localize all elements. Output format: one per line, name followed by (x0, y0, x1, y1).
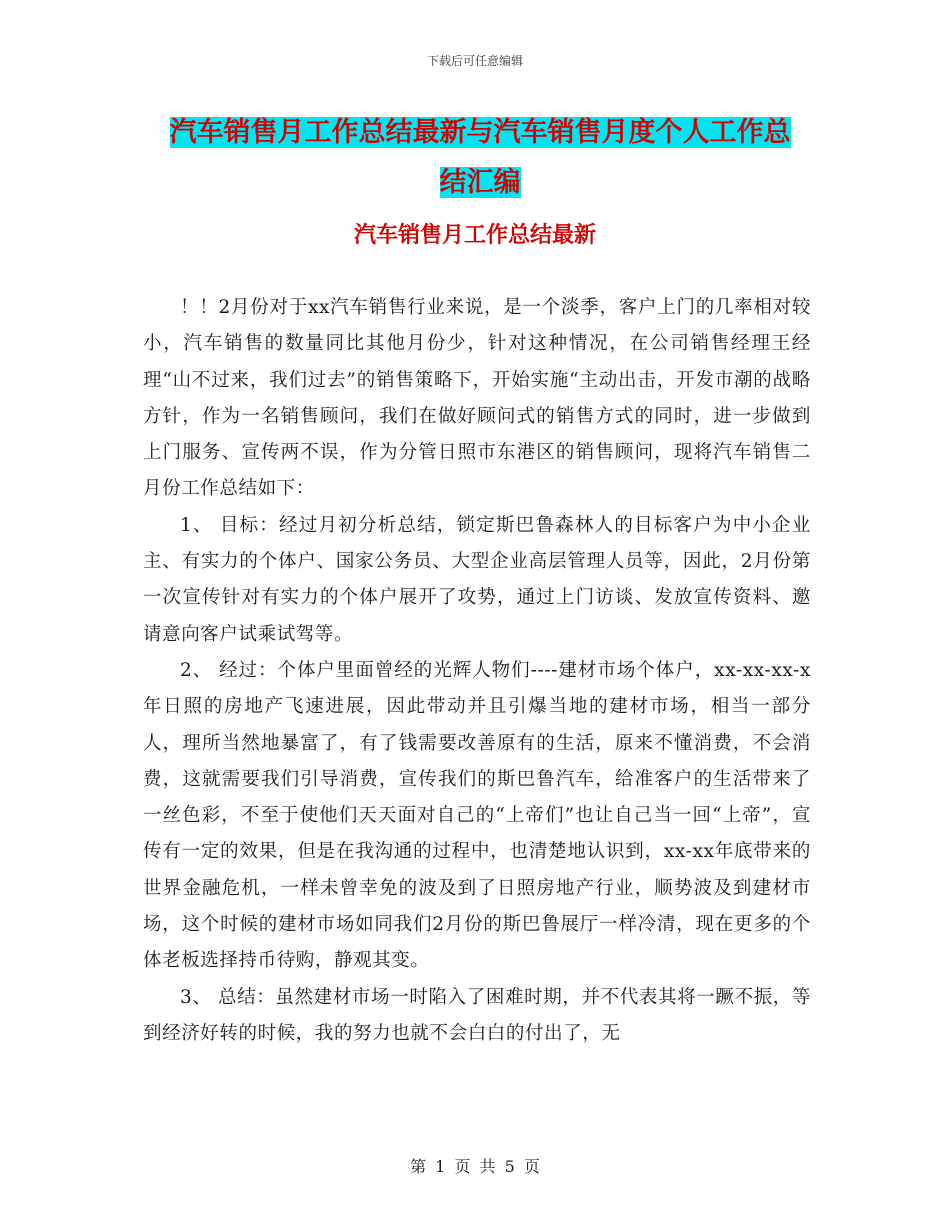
paragraph-summary: 3、 总结：虽然建材市场一时陷入了困难时期，并不代表其将一蹶不振，等到经济好转的时候，我的努力也就不会白白的付出了，无 (143, 986, 811, 1044)
document-title-line-2: 结汇编 (439, 167, 521, 198)
page-footer: 第 1 页 共 5 页 (410, 1157, 540, 1176)
section-title: 汽车销售月工作总结最新 (353, 223, 596, 248)
paragraph-process: 2、 经过：个体户里面曾经的光辉人物们----建材市场个体户，xx-xx-xx-x年日照的房地产飞速进展，因此带动并且引爆当地的建材市场，相当一部分人，理所当然地暴富了，有了钱需要改善原有的生活，原来不懂消费，不会消费，这就需要我们引导消费，宣传我们的斯巴鲁汽车，给准客户的生活带来了一丝色彩，不至于使他们天天面对自己的“上帝们”也让自己当一回“上帝”，宣传有一定的效果，但是在我沟通的过程中，也清楚地认识到，xx-xx年底带来的世界金融危机，一样未曾幸免的波及到了日照房地产行业，顺势波及到建材市场，这个时候的建材市场如同我们2月份的斯巴鲁展厅一样冷清，现在更多的个体老板选择持币待购，静观其变。 (143, 659, 811, 972)
paragraph-goal: 1、 目标：经过月初分析总结，锁定斯巴鲁森林人的目标客户为中小企业主、有实力的个体户、国家公务员、大型企业高层管理人员等，因此，2月份第一次宣传针对有实力的个体户展开了攻势，通过上门访谈、发放宣传资料、邀请意向客户试乘试驾等。 (143, 514, 811, 645)
paragraph-intro: ！！2月份对于xx汽车销售行业来说，是一个淡季，客户上门的几率相对较小，汽车销售的数量同比其他月份少，针对这种情况，在公司销售经理王经理“山不过来，我们过去”的销售策略下，开始实施“主动出击，开发市潮的战略方针，作为一名销售顾问，我们在做好顾问式的销售方式的同时，进一步做到上门服务、宣传两不误，作为分管日照市东港区的销售顾问，现将汽车销售二月份工作总结如下： (143, 297, 811, 500)
document-title (150, 108, 810, 208)
header-note: 下载后可任意编辑 (426, 54, 523, 68)
body-text (143, 290, 811, 1052)
document-title-line-1: 汽车销售月工作总结最新与汽车销售月度个人工作总 (169, 117, 791, 148)
